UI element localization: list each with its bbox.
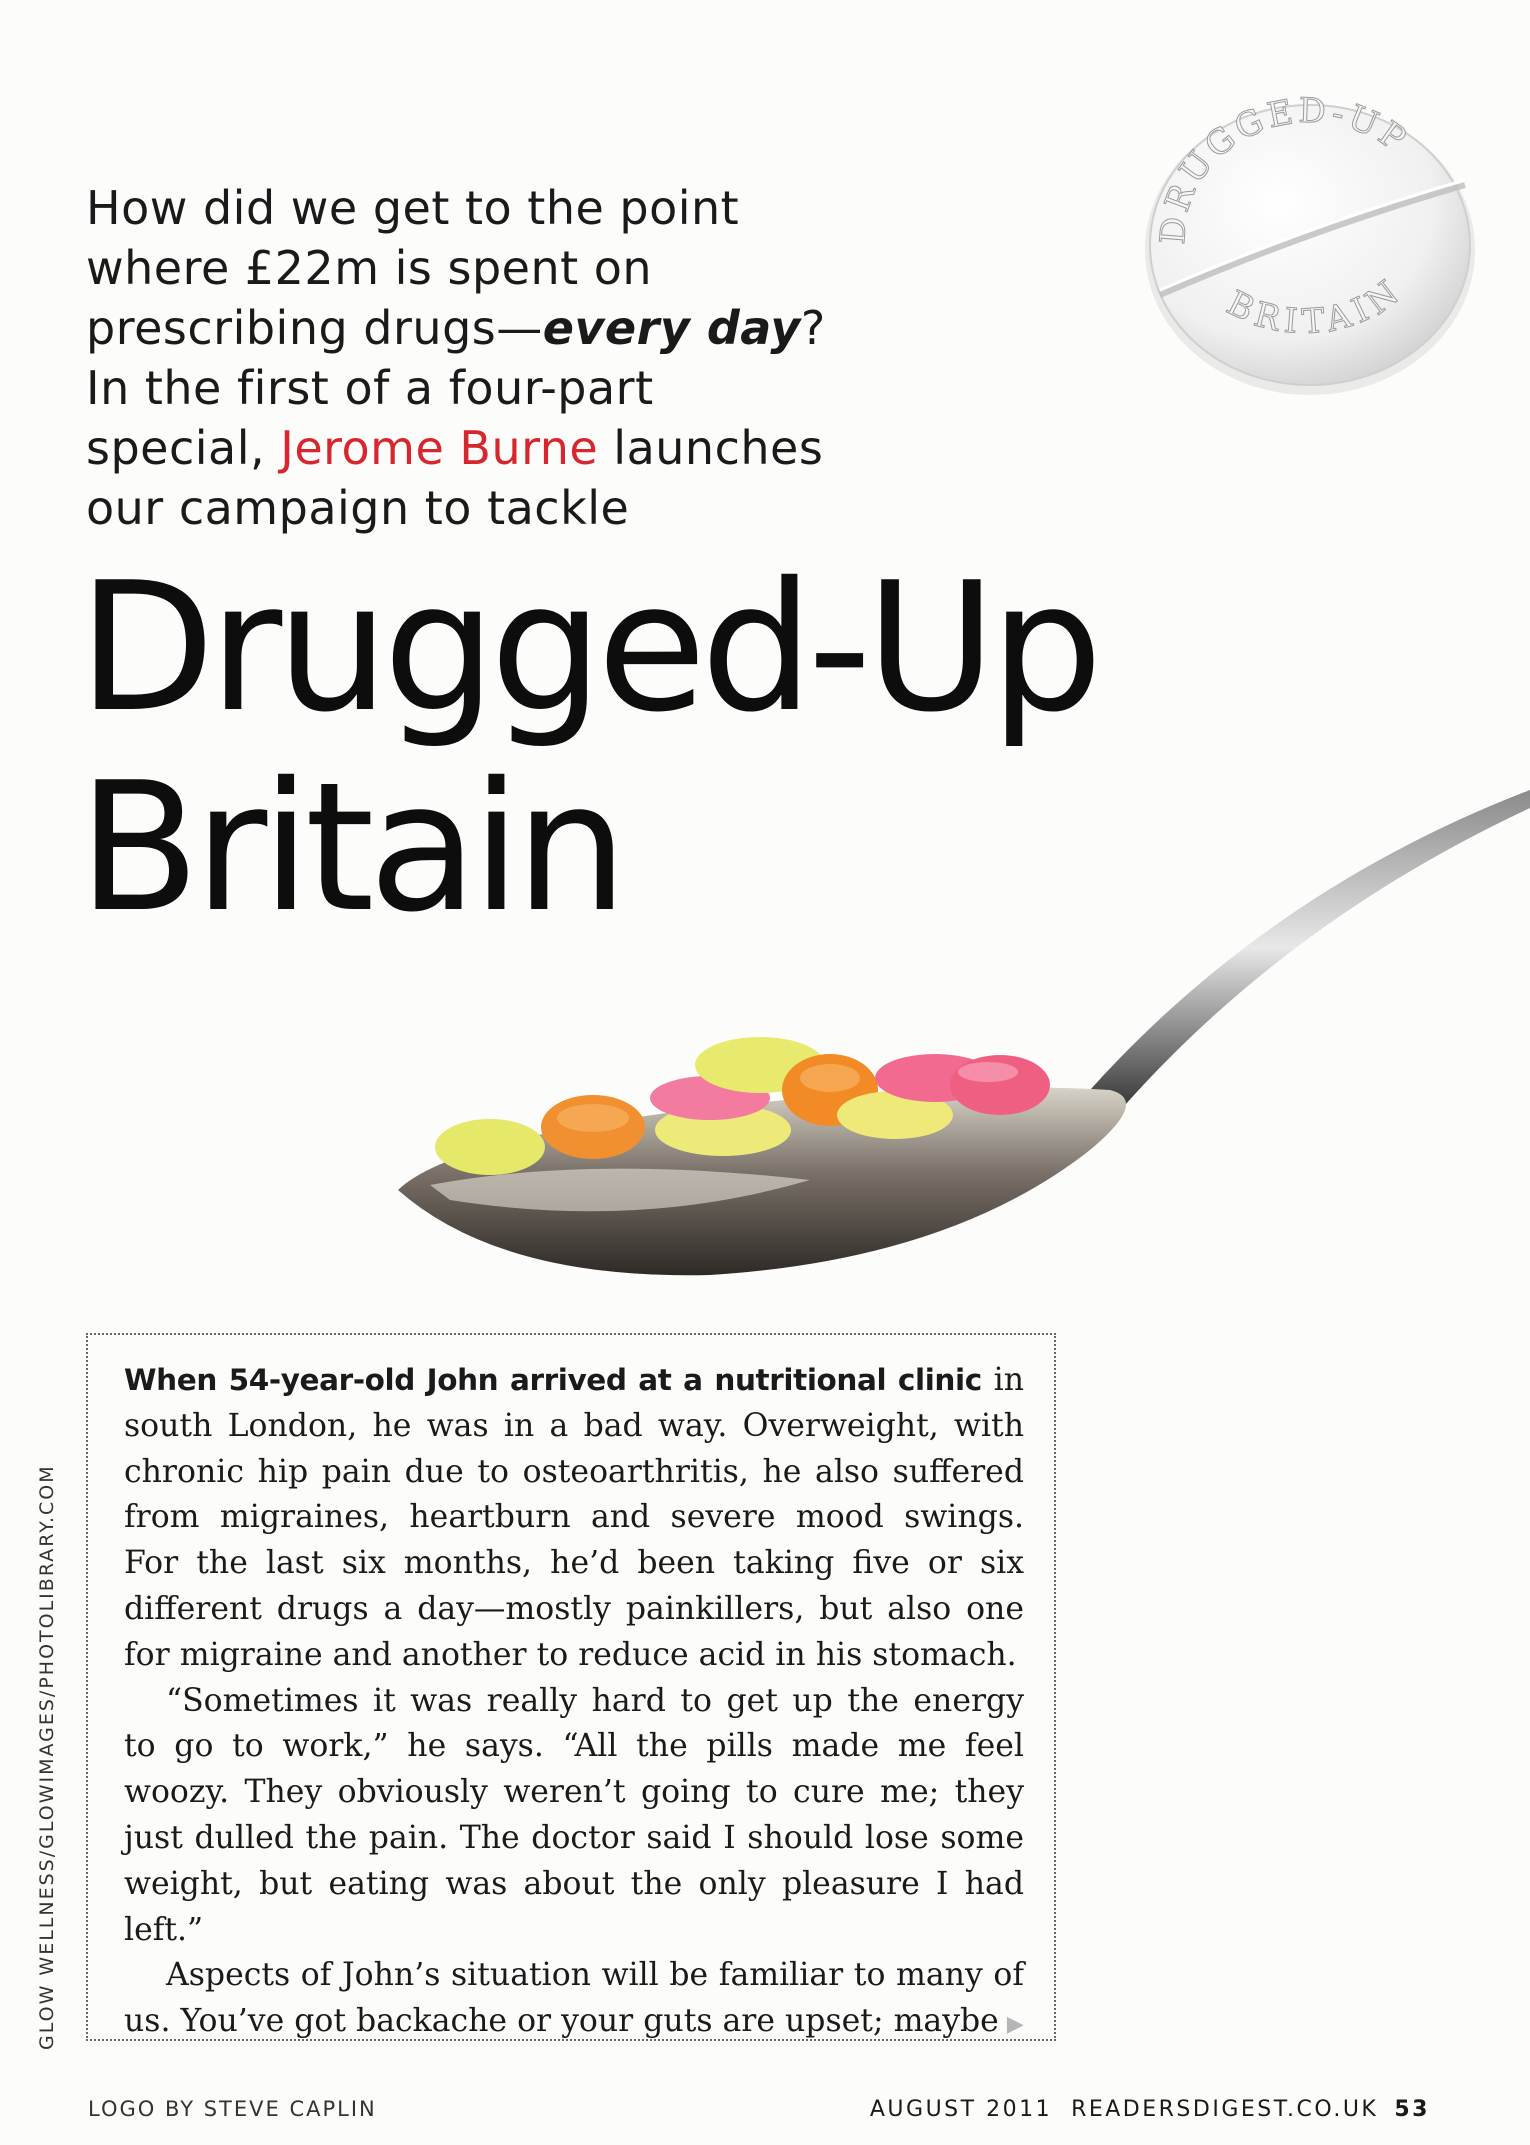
folio xyxy=(870,2097,1430,2122)
article-lead: When 54-year-old John arrived at a nutritional clinic xyxy=(124,1363,982,1397)
article-paragraph xyxy=(124,1953,1024,2048)
headline-line-2: Britain xyxy=(78,744,622,951)
page-number: 53 xyxy=(1394,2097,1430,2122)
standfirst-text: prescribing drugs— xyxy=(86,301,543,355)
article-body xyxy=(124,1358,1024,2048)
standfirst-line: In the first of a four-part xyxy=(86,361,654,415)
article-paragraph-text: in south London, he was in a bad way. Overweight, with chronic hip pain due to osteoarthritis, he also suffered from migraines, heartburn and severe mood swings. For the last six months, he’d been taking five or six different drugs a day—mostly painkillers, but also one for migraine and another to reduce acid in his stomach. xyxy=(124,1362,1024,1673)
website: READERSDIGEST.CO.UK xyxy=(1071,2097,1379,2122)
article-paragraph-text: Aspects of John’s situation will be familiar to many of us. You’ve got backache or your guts are upset; maybe xyxy=(124,1957,1024,2040)
author-name: Jerome Burne xyxy=(280,421,599,475)
standfirst-text: special, xyxy=(86,421,281,475)
standfirst-text: ? xyxy=(800,301,826,355)
standfirst-line: where £22m is spent on xyxy=(86,241,653,295)
standfirst-line: How did we get to the point xyxy=(86,181,740,235)
logo-credit: LOGO BY STEVE CAPLIN xyxy=(88,2097,377,2121)
photo-credit: GLOW WELLNESS/GLOWIMAGES/PHOTOLIBRARY.COM xyxy=(36,1464,58,2050)
pill-logo xyxy=(1130,80,1490,410)
article-paragraph xyxy=(124,1358,1024,1679)
standfirst-emphasis: every day xyxy=(542,301,801,355)
article-paragraph: “Sometimes it was really hard to get up the energy to go to work,” he says. “All the pills made me feel woozy. They obviously weren’t going to cure me; they just dulled the pain. The doctor said I should lose some weight, but eating was about the only pleasure I had left.” xyxy=(124,1682,1024,1948)
pill-top-text: DRUGGED-UP xyxy=(1152,90,1416,246)
standfirst-line xyxy=(86,418,986,478)
standfirst-line xyxy=(86,298,986,358)
standfirst-line: our campaign to tackle xyxy=(86,481,630,535)
pill-bottom-text: BRITAIN xyxy=(1220,269,1412,343)
spoon-with-pills-image xyxy=(390,760,1530,1300)
issue-date: AUGUST 2011 xyxy=(869,2097,1053,2122)
headline-line-1: Drugged-Up xyxy=(78,544,1098,751)
standfirst xyxy=(86,178,986,538)
standfirst-text: launches xyxy=(598,421,824,475)
continue-arrow-icon: ▶ xyxy=(1006,2012,1024,2038)
